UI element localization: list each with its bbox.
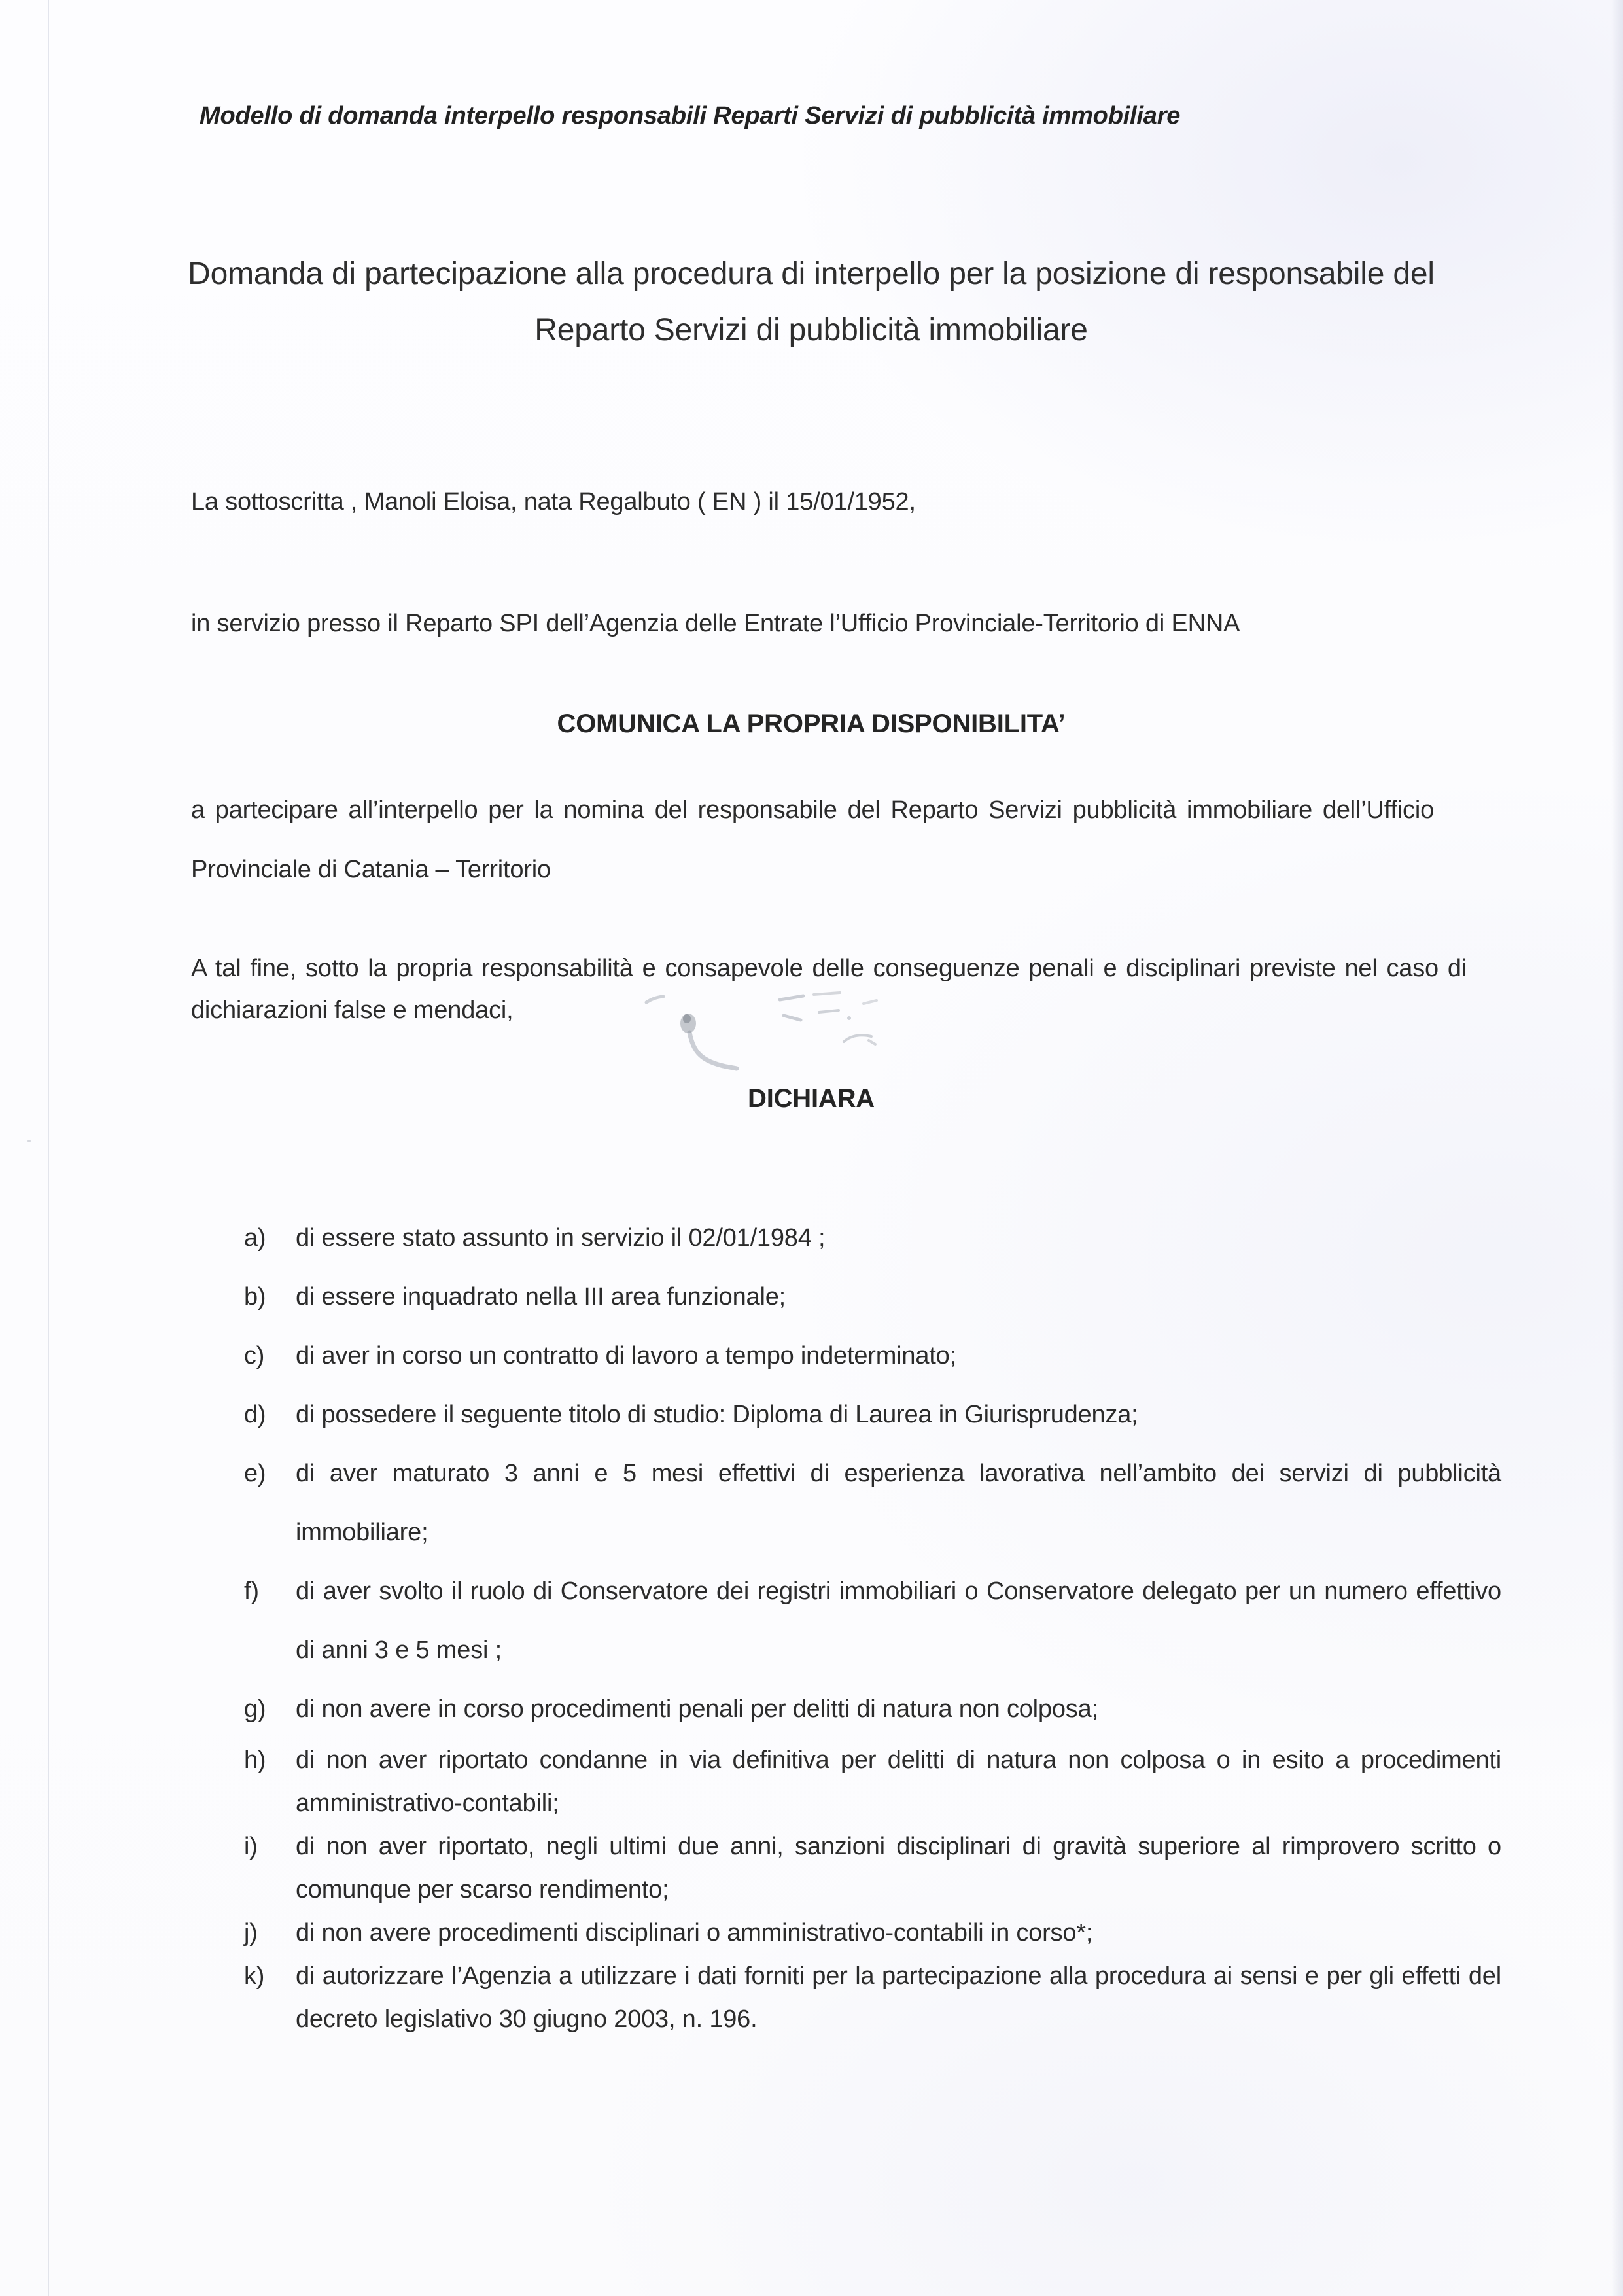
- availability-paragraph: a partecipare all’interpello per la nomina del responsabile del Reparto Servizi pubblicità immobiliare dell’Ufficio Provinciale di Catania – Territorio: [191, 796, 1441, 883]
- declaration-text: di autorizzare l’Agenzia a utilizzare i dati forniti per la partecipazione alla procedura ai sensi e per gli effetti del decreto legislativo 30 giugno 2003, n. 196.: [296, 1962, 1501, 2033]
- declaration-letter: i): [244, 1833, 258, 1860]
- declaration-lead-paragraph: A tal fine, sotto la propria responsabilità e consapevole delle conseguenze penali e disciplinari previste nel caso di dichiarazioni false e mendaci,: [191, 955, 1474, 1024]
- declaration-item-f: [244, 1562, 1501, 1680]
- declaration-text: di essere stato assunto in servizio il 02/01/1984 ;: [296, 1224, 826, 1252]
- declaration-item-j: [244, 1911, 1501, 1954]
- declaration-text: di essere inquadrato nella III area funzionale;: [296, 1283, 786, 1311]
- declaration-letter: e): [244, 1460, 266, 1487]
- declaration-text: di non avere in corso procedimenti penali per delitti di natura non colposa;: [296, 1695, 1098, 1723]
- header-note: Modello di domanda interpello responsabili Reparti Servizi di pubblicità immobiliare: [200, 102, 1181, 130]
- scan-edge-shade: [1611, 0, 1623, 2296]
- page-title: Domanda di partecipazione alla procedura di interpello per la posizione di responsabile del Reparto Servizi di pubblicità immobiliare: [188, 256, 1443, 347]
- service-line: in servizio presso il Reparto SPI dell’Agenzia delle Entrate l’Ufficio Provinciale-Territorio di ENNA: [191, 610, 1240, 637]
- declaration-letter: a): [244, 1224, 266, 1252]
- declaration-text: di aver in corso un contratto di lavoro a tempo indeterminato;: [296, 1342, 956, 1369]
- scan-fold-line: [48, 0, 49, 2296]
- declaration-letter: g): [244, 1695, 266, 1723]
- declaration-item-g: [244, 1680, 1501, 1739]
- declaration-letter: f): [244, 1578, 259, 1605]
- declaration-text: di possedere il seguente titolo di studio: Diploma di Laurea in Giurisprudenza;: [296, 1401, 1138, 1428]
- declaration-item-d: [244, 1385, 1501, 1444]
- declaration-letter: h): [244, 1746, 266, 1774]
- declaration-heading: DICHIARA: [748, 1084, 875, 1113]
- declaration-text: di non aver riportato condanne in via definitiva per delitti di natura non colposa o in esito a procedimenti amministrativo-contabili;: [296, 1746, 1501, 1817]
- declaration-letter: b): [244, 1283, 266, 1311]
- availability-heading: COMUNICA LA PROPRIA DISPONIBILITA’: [557, 709, 1066, 738]
- declaration-item-e: [244, 1444, 1501, 1562]
- declaration-letter: j): [244, 1919, 258, 1947]
- declaration-text: di aver svolto il ruolo di Conservatore dei registri immobiliari o Conservatore delegato per un numero effettivo di anni 3 e 5 mesi ;: [296, 1578, 1501, 1664]
- declaration-letter: c): [244, 1342, 265, 1369]
- declaration-letter: d): [244, 1401, 266, 1428]
- declaration-item-k: [244, 1954, 1501, 2041]
- scan-speck: [27, 1140, 31, 1142]
- declaration-text: di non aver riportato, negli ultimi due anni, sanzioni disciplinari di gravità superiore al rimprovero scritto o comunque per scarso rendimento;: [296, 1833, 1501, 1903]
- declaration-item-a: [244, 1209, 1501, 1267]
- declarations-list: [244, 1209, 1501, 2041]
- declaration-letter: k): [244, 1962, 265, 1990]
- declaration-text: di aver maturato 3 anni e 5 mesi effettivi di esperienza lavorativa nell’ambito dei servizi di pubblicità immobiliare;: [296, 1460, 1501, 1546]
- declaration-item-c: [244, 1326, 1501, 1385]
- declaration-text: di non avere procedimenti disciplinari o amministrativo-contabili in corso*;: [296, 1919, 1093, 1947]
- declaration-item-h: [244, 1739, 1501, 1825]
- applicant-line: La sottoscritta , Manoli Eloisa, nata Regalbuto ( EN ) il 15/01/1952,: [191, 488, 916, 516]
- declaration-item-b: [244, 1267, 1501, 1326]
- declaration-item-i: [244, 1825, 1501, 1911]
